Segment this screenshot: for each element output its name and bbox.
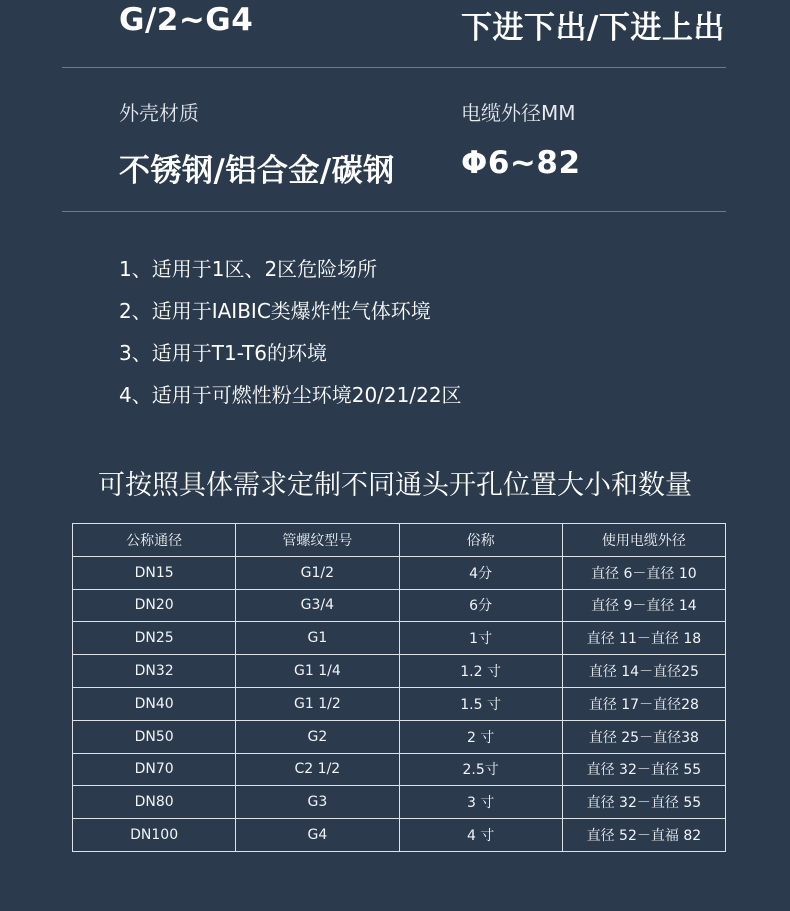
cell-nominal-diameter: DN80 <box>73 786 236 819</box>
cell-nominal-diameter: DN100 <box>73 819 236 852</box>
cable-entry-value: 下进下出/下进上出 <box>461 10 725 46</box>
cell-nominal-diameter: DN25 <box>73 622 236 655</box>
cell-nominal-diameter: DN70 <box>73 753 236 786</box>
feature-item: 3、适用于T1-T6的环境 <box>119 341 327 365</box>
cell-cable-diameter: 直径 14－直径25 <box>562 655 725 688</box>
feature-item: 4、适用于可燃性粉尘环境20/21/22区 <box>119 383 462 407</box>
table-row <box>73 556 726 589</box>
cell-cable-diameter: 直径 52－直福 82 <box>562 819 725 852</box>
table-header-row <box>73 524 726 557</box>
material-value: 不锈钢/铝合金/碳钢 <box>119 153 395 189</box>
cell-thread-model: C2 1/2 <box>236 753 399 786</box>
cell-nominal-diameter: DN32 <box>73 655 236 688</box>
cell-thread-model: G1 <box>236 622 399 655</box>
material-label: 外壳材质 <box>119 101 199 125</box>
cell-cable-diameter: 直径 9－直径 14 <box>562 589 725 622</box>
spec-table <box>72 523 726 852</box>
cell-common-name: 1.2 寸 <box>399 655 562 688</box>
header-cable-diameter: 使用电缆外径 <box>562 524 725 557</box>
table-row <box>73 720 726 753</box>
table-row <box>73 786 726 819</box>
cell-common-name: 2.5寸 <box>399 753 562 786</box>
cell-thread-model: G1/2 <box>236 556 399 589</box>
cable-diameter-value: Φ6~82 <box>461 145 581 181</box>
cell-cable-diameter: 直径 6－直径 10 <box>562 556 725 589</box>
header-common-name: 俗称 <box>399 524 562 557</box>
cell-nominal-diameter: DN20 <box>73 589 236 622</box>
cell-common-name: 1寸 <box>399 622 562 655</box>
cell-nominal-diameter: DN15 <box>73 556 236 589</box>
cell-common-name: 2 寸 <box>399 720 562 753</box>
cell-thread-model: G4 <box>236 819 399 852</box>
cell-cable-diameter: 直径 11－直径 18 <box>562 622 725 655</box>
header-nominal-diameter: 公称通径 <box>73 524 236 557</box>
divider-top <box>62 67 726 68</box>
cell-common-name: 1.5 寸 <box>399 687 562 720</box>
cell-common-name: 6分 <box>399 589 562 622</box>
cell-cable-diameter: 直径 25－直径38 <box>562 720 725 753</box>
feature-item: 2、适用于IAIBIC类爆炸性气体环境 <box>119 299 431 323</box>
table-row <box>73 655 726 688</box>
cable-diameter-label: 电缆外径MM <box>461 101 576 125</box>
cell-cable-diameter: 直径 32－直径 55 <box>562 786 725 819</box>
cell-thread-model: G1 1/2 <box>236 687 399 720</box>
cell-thread-model: G3/4 <box>236 589 399 622</box>
cell-nominal-diameter: DN50 <box>73 720 236 753</box>
feature-item: 1、适用于1区、2区危险场所 <box>119 257 378 281</box>
cell-common-name: 3 寸 <box>399 786 562 819</box>
cell-nominal-diameter: DN40 <box>73 687 236 720</box>
custom-heading: 可按照具体需求定制不同通头开孔位置大小和数量 <box>98 470 692 501</box>
header-thread-model: 管螺纹型号 <box>236 524 399 557</box>
cell-thread-model: G3 <box>236 786 399 819</box>
cell-cable-diameter: 直径 17－直径28 <box>562 687 725 720</box>
table-row <box>73 589 726 622</box>
cell-common-name: 4分 <box>399 556 562 589</box>
cell-thread-model: G1 1/4 <box>236 655 399 688</box>
cell-cable-diameter: 直径 32－直径 55 <box>562 753 725 786</box>
table-row <box>73 819 726 852</box>
table-row <box>73 753 726 786</box>
cell-common-name: 4 寸 <box>399 819 562 852</box>
table-row <box>73 622 726 655</box>
cell-thread-model: G2 <box>236 720 399 753</box>
divider-middle <box>62 211 726 212</box>
thread-range-value: G/2~G4 <box>119 2 254 38</box>
table-row <box>73 687 726 720</box>
